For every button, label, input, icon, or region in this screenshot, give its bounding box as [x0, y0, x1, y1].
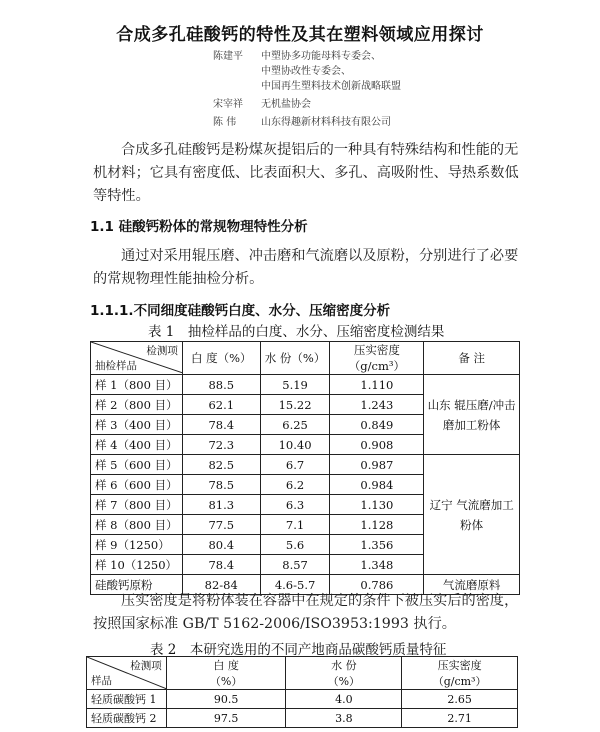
data-table [90, 341, 520, 595]
table-cell: 1.130 [330, 495, 424, 515]
table-cell: 6.7 [260, 455, 330, 475]
table-cell: 2.65 [402, 690, 518, 709]
column-header: 压实密度（g/cm³） [330, 342, 424, 375]
author-affiliation: 中国再生塑料技术创新战略联盟 [261, 81, 401, 92]
corner-top-label: 检测项 [130, 660, 162, 672]
table-caption: 表 1 抽检样品的白度、水分、压缩密度检测结果 [148, 324, 445, 340]
column-header: 备 注 [424, 342, 520, 375]
row-label: 样 4（400 目） [91, 435, 183, 455]
table-cell: 77.5 [182, 515, 260, 535]
table-cell: 72.3 [182, 435, 260, 455]
row-label: 样 6（600 目） [91, 475, 183, 495]
author-affiliation: 山东得趣新材料科技有限公司 [261, 117, 391, 128]
table-cell: 0.849 [330, 415, 424, 435]
row-label: 样 5（600 目） [91, 455, 183, 475]
table-cell: 0.786 [330, 575, 424, 595]
table-cell: 78.4 [182, 415, 260, 435]
corner-top-label: 检测项 [146, 345, 178, 357]
table-cell: 4.6-5.7 [260, 575, 330, 595]
table-row [87, 690, 518, 709]
note-cell: 气流磨原料 [424, 575, 520, 595]
table-cell: 2.71 [402, 709, 518, 728]
table-corner-cell [87, 657, 167, 690]
table-cell: 6.25 [260, 415, 330, 435]
corner-bottom-label: 抽检样品 [95, 360, 137, 372]
page-title: 合成多孔硅酸钙的特性及其在塑料领域应用探讨 [116, 25, 484, 45]
corner-bottom-label: 样品 [91, 675, 112, 687]
table-cell: 90.5 [166, 690, 286, 709]
table-cell: 1.128 [330, 515, 424, 535]
table-cell: 81.3 [182, 495, 260, 515]
intro-paragraph: 合成多孔硅酸钙是粉煤灰提铝后的一种具有特殊结构和性能的无机材料；它具有密度低、比表面积大、多孔、高吸附性、导热系数低等特性。 [93, 142, 519, 204]
column-header: 白 度（%） [182, 342, 260, 375]
row-label: 样 3（400 目） [91, 415, 183, 435]
table-cell: 10.40 [260, 435, 330, 455]
row-label: 轻质碳酸钙 2 [87, 709, 167, 728]
table-corner-cell [91, 342, 183, 375]
row-label: 样 2（800 目） [91, 395, 183, 415]
data-table [86, 656, 518, 728]
column-header: 水 份（%） [260, 342, 330, 375]
table-cell: 5.6 [260, 535, 330, 555]
header-unit: （g/cm³） [432, 675, 487, 688]
table-cell: 88.5 [182, 375, 260, 395]
table-cell: 97.5 [166, 709, 286, 728]
header-unit: （%） [327, 675, 361, 688]
table-row [87, 709, 518, 728]
table-cell: 1.348 [330, 555, 424, 575]
table-cell: 1.356 [330, 535, 424, 555]
column-header [286, 657, 402, 690]
header-line: 水 份 [331, 659, 357, 672]
header-line: 压实密度 [437, 659, 482, 672]
table-cell: 6.3 [260, 495, 330, 515]
row-label: 硅酸钙原粉 [91, 575, 183, 595]
row-label: 样 1（800 目） [91, 375, 183, 395]
section-heading: 1.1 硅酸钙粉体的常规物理特性分析 [90, 219, 308, 235]
header-line: 白 度 [213, 659, 239, 672]
table-cell: 6.2 [260, 475, 330, 495]
table-cell: 5.19 [260, 375, 330, 395]
row-label: 轻质碳酸钙 1 [87, 690, 167, 709]
author-name: 陈 伟 [213, 117, 237, 128]
table-cell: 80.4 [182, 535, 260, 555]
table-cell: 1.110 [330, 375, 424, 395]
row-label: 样 9（1250） [91, 535, 183, 555]
note-cell: 辽宁 气流磨加工 粉体 [424, 455, 520, 575]
table-cell: 78.5 [182, 475, 260, 495]
author-name: 宋宰祥 [213, 99, 243, 110]
note-cell: 山东 辊压磨/冲击 磨加工粉体 [424, 375, 520, 455]
table-cell: 4.0 [286, 690, 402, 709]
body-paragraph: 压实密度是将粉体装在容器中在规定的条件下被压实后的密度，按照国家标准 GB/T 5162-2006/ISO3953:1993 执行。 [93, 593, 519, 632]
author-affiliation: 中塑协改性专委会、 [261, 66, 351, 77]
table-cell: 8.57 [260, 555, 330, 575]
table-caption: 表 2 本研究选用的不同产地商品碳酸钙质量特征 [150, 642, 447, 658]
table-cell: 78.4 [182, 555, 260, 575]
table-cell: 62.1 [182, 395, 260, 415]
table-cell: 15.22 [260, 395, 330, 415]
table-row [91, 455, 520, 475]
column-header [166, 657, 286, 690]
row-label: 样 8（800 目） [91, 515, 183, 535]
author-affiliation: 无机盐协会 [261, 99, 311, 110]
header-unit: （%） [209, 675, 243, 688]
author-block [213, 47, 593, 128]
table-cell: 0.987 [330, 455, 424, 475]
author-affiliation: 中塑协多功能母料专委会、 [261, 51, 381, 62]
table-row [91, 375, 520, 395]
table-cell: 0.908 [330, 435, 424, 455]
author-name: 陈建平 [213, 51, 243, 62]
table-cell: 82.5 [182, 455, 260, 475]
table-cell: 1.243 [330, 395, 424, 415]
body-paragraph: 通过对采用辊压磨、冲击磨和气流磨以及原粉，分别进行了必要的常规物理性能抽检分析。 [93, 248, 519, 287]
table-cell: 3.8 [286, 709, 402, 728]
column-header [402, 657, 518, 690]
table-cell: 7.1 [260, 515, 330, 535]
subsection-heading: 1.1.1.不同细度硅酸钙白度、水分、压缩密度分析 [90, 303, 391, 319]
row-label: 样 7（800 目） [91, 495, 183, 515]
table-cell: 82-84 [182, 575, 260, 595]
table-cell: 0.984 [330, 475, 424, 495]
row-label: 样 10（1250） [91, 555, 183, 575]
